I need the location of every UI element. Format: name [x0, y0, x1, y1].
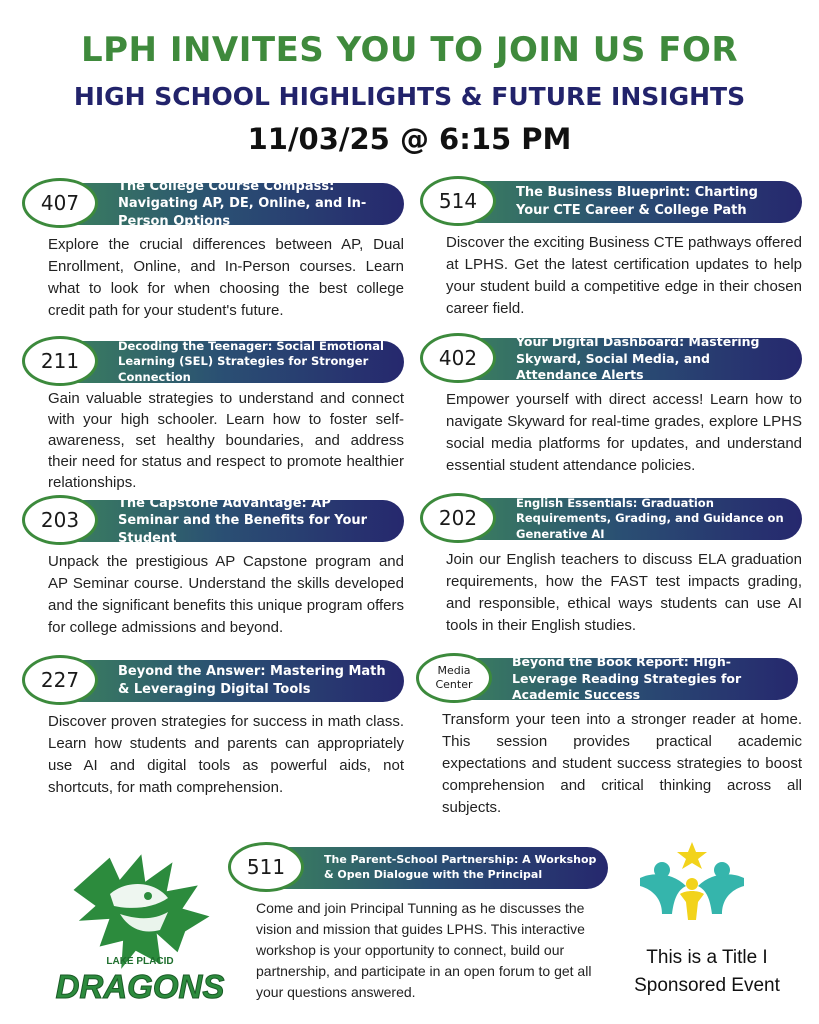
headline-event-name: HIGH SCHOOL HIGHLIGHTS & FUTURE INSIGHTS	[73, 82, 746, 111]
room-number-badge: 203	[22, 495, 98, 545]
session-402	[420, 333, 805, 473]
logo-top-text: LAKE PLACID	[106, 956, 174, 967]
session-title: Beyond the Answer: Mastering Math & Leveraging Digital Tools	[118, 664, 386, 697]
session-227	[22, 655, 407, 795]
session-title-bar	[472, 333, 802, 383]
headline-invite: LPH INVITES YOU TO JOIN US FOR	[80, 30, 739, 70]
dragon-head-icon	[72, 852, 212, 972]
room-number-badge: 211	[22, 336, 98, 386]
session-203	[22, 495, 407, 635]
session-title: The Capstone Advantage: AP Seminar and the Benefits for Your Student	[118, 495, 368, 546]
title-one-sponsor-text: This is a Title I Sponsored Event	[634, 947, 780, 996]
room-number-badge: 511	[228, 842, 304, 892]
session-title: The Business Blueprint: Charting Your CTE Career & College Path	[516, 185, 758, 218]
right-figure-icon	[698, 874, 744, 914]
session-title: Your Digital Dashboard: Mastering Skyward, Social Media, and Attendance Alerts	[516, 333, 760, 383]
session-media-center	[416, 653, 806, 823]
session-title-bar	[74, 495, 404, 546]
session-202	[420, 493, 805, 633]
session-description: Empower yourself with direct access! Learn how to navigate Skyward for real-time grades, explore LPHS social media platforms for updates, and understand essential student attendance policies.	[446, 391, 802, 474]
session-title: English Essentials: Graduation Requirements, Grading, and Guidance on Generative AI	[516, 495, 784, 541]
session-description: Discover proven strategies for success in math class. Learn how students and parents can appropriately use AI and digital tools as powerful aids, not shortcuts, for math comprehension.	[48, 713, 404, 796]
session-407	[22, 178, 407, 318]
logo-main-text: DRAGONS	[55, 968, 225, 1005]
session-description: Unpack the prestigious AP Capstone program and AP Seminar course. Understand the skills developed and the significant benefits this unique program offers for college admissions and beyond.	[48, 553, 404, 636]
title-one-logo	[632, 838, 752, 928]
event-datetime: 11/03/25 @ 6:15 PM	[247, 122, 572, 156]
session-description: Explore the crucial differences between AP, Dual Enrollment, Online, and In-Person courses. Learn what to look for when choosing the best college credit path for your student's future.	[48, 236, 404, 319]
session-title: The Parent-School Partnership: A Workshop & Open Dialogue with the Principal	[324, 853, 597, 881]
session-description: Transform your teen into a stronger reader at home. This session provides practical academic expectations and student success strategies to boost comprehension and critical thinking across all subjects.	[442, 711, 802, 816]
session-title-bar	[74, 178, 404, 229]
left-figure-icon	[640, 874, 686, 914]
room-number-badge: 202	[420, 493, 496, 543]
room-number-badge: 402	[420, 333, 496, 383]
room-number-badge: 227	[22, 655, 98, 705]
session-title-bar	[472, 181, 802, 223]
session-title-bar	[472, 495, 802, 541]
session-title: Decoding the Teenager: Social Emotional Learning (SEL) Strategies for Stronger Connection	[118, 338, 384, 384]
session-title-bar	[280, 847, 608, 889]
child-figure-icon	[680, 891, 704, 920]
session-514	[420, 176, 805, 316]
session-211	[22, 336, 407, 496]
session-description: Come and join Principal Tunning as he discusses the vision and mission that guides LPHS. This interactive workshop is your opportunity to connect, build our partnership, and participate in an open forum to get all your questions answered.	[256, 900, 592, 1000]
room-number-badge: 407	[22, 178, 98, 228]
session-description: Gain valuable strategies to understand and connect with your high schooler. Learn how to foster self-awareness, set healthy boundaries, and address their need for status and respect to promote healthier relationships.	[48, 390, 404, 491]
session-title-bar	[74, 338, 404, 384]
lake-placid-dragons-logo	[50, 850, 230, 1010]
session-description: Discover the exciting Business CTE pathways offered at LPHS. Get the latest certification updates to help your student build a competitive edge in their chosen career field.	[446, 234, 802, 317]
session-description: Join our English teachers to discuss ELA graduation requirements, how the FAST test impacts grading, and responsible, ethical ways students can use AI tools in their English studies.	[446, 551, 802, 634]
session-title-bar	[74, 660, 404, 702]
session-title: The College Course Compass: Navigating AP, DE, Online, and In-Person Options	[118, 178, 367, 229]
session-title-bar	[468, 653, 798, 703]
room-number-badge: 514	[420, 176, 496, 226]
session-511	[228, 842, 613, 1012]
star-icon	[677, 842, 707, 869]
session-title: Beyond the Book Report: High-Leverage Reading Strategies for Academic Success	[512, 653, 742, 703]
room-number-badge: Media Center	[416, 653, 492, 703]
